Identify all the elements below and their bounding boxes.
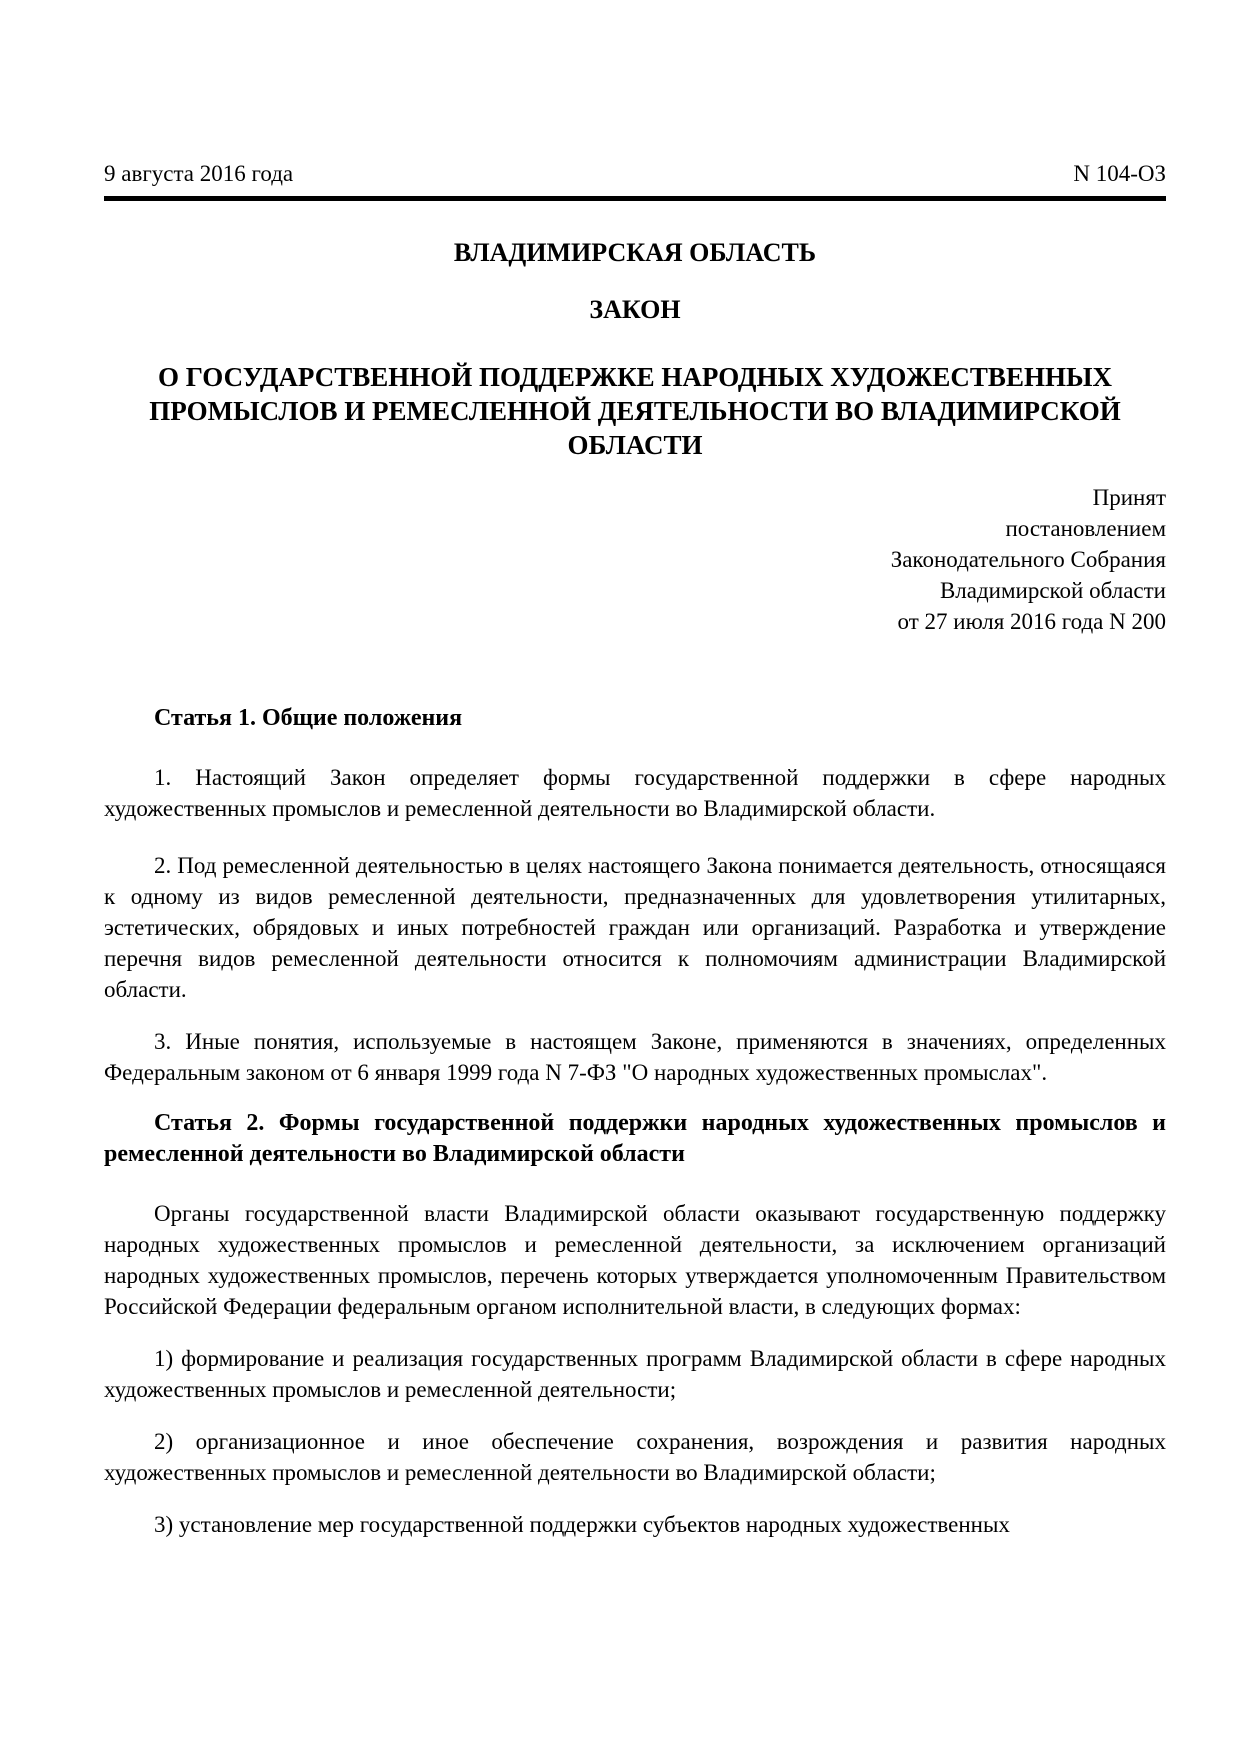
adoption-block <box>104 482 1166 637</box>
law-subject-title <box>104 360 1166 462</box>
article-1-paragraph-1: 1. Настоящий Закон определяет формы государственной поддержки в сфере народных художественных промыслов и ремесленной деятельности во Владимирской области. <box>104 765 1166 821</box>
header-date: 9 августа 2016 года <box>104 161 294 186</box>
article-1-paragraph-2: 2. Под ремесленной деятельностью в целях настоящего Закона понимается деятельность, относящаяся к одному из видов ремесленной деятельности, предназначенных для удовлетворения утилитарных, эстетических, обрядовых и иных потребностей граждан или организаций. Разработка и утверждение перечня видов ремесленной деятельности относится к полномочиям администрации Владимирской области. <box>104 853 1166 1002</box>
header-doc-number: N 104-ОЗ <box>1073 161 1166 186</box>
article-1-heading: Статья 1. Общие положения <box>154 705 463 731</box>
article-2-item-2: 2) организационное и иное обеспечение сохранения, возрождения и развития народных художественных промыслов и ремесленной деятельности во Владимирской области; <box>104 1429 1166 1485</box>
law-kind-title: ЗАКОН <box>589 295 681 324</box>
document-header <box>104 160 1166 201</box>
adoption-line-5: от 27 июля 2016 года N 200 <box>897 609 1166 634</box>
law-subject-line-3: ОБЛАСТИ <box>567 430 703 460</box>
article-2-intro: Органы государственной власти Владимирской области оказывают государственную поддержку народных художественных промыслов и ремесленной деятельности, за исключением организаций народных художественных промыслов, перечень которых утверждается уполномоченным Правительством Российской Федерации федеральным органом исполнительной власти, в следующих формах: <box>104 1201 1166 1319</box>
article-2-item-3: 3) установление мер государственной поддержки субъектов народных художественных <box>154 1512 1010 1537</box>
article-2-heading: Статья 2. Формы государственной поддержки народных художественных промыслов и ремесленной деятельности во Владимирской области <box>104 1110 1166 1167</box>
adoption-line-2: постановлением <box>1005 516 1166 541</box>
article-1-paragraph-3: 3. Иные понятия, используемые в настоящем Законе, применяются в значениях, определенных Федеральным законом от 6 января 1999 года N 7-ФЗ "О народных художественных промыслах". <box>104 1029 1166 1085</box>
adoption-line-3: Законодательного Собрания <box>890 547 1166 572</box>
adoption-line-1: Принят <box>1092 485 1166 510</box>
article-2-item-1: 1) формирование и реализация государственных программ Владимирской области в сфере народных художественных промыслов и ремесленной деятельности; <box>104 1346 1166 1402</box>
adoption-line-4: Владимирской области <box>939 578 1166 603</box>
law-subject-line-2: ПРОМЫСЛОВ И РЕМЕСЛЕННОЙ ДЕЯТЕЛЬНОСТИ ВО ВЛАДИМИРСКОЙ <box>149 396 1121 426</box>
law-subject-line-1: О ГОСУДАРСТВЕННОЙ ПОДДЕРЖКЕ НАРОДНЫХ ХУДОЖЕСТВЕННЫХ <box>158 362 1112 392</box>
region-title: ВЛАДИМИРСКАЯ ОБЛАСТЬ <box>453 238 817 267</box>
